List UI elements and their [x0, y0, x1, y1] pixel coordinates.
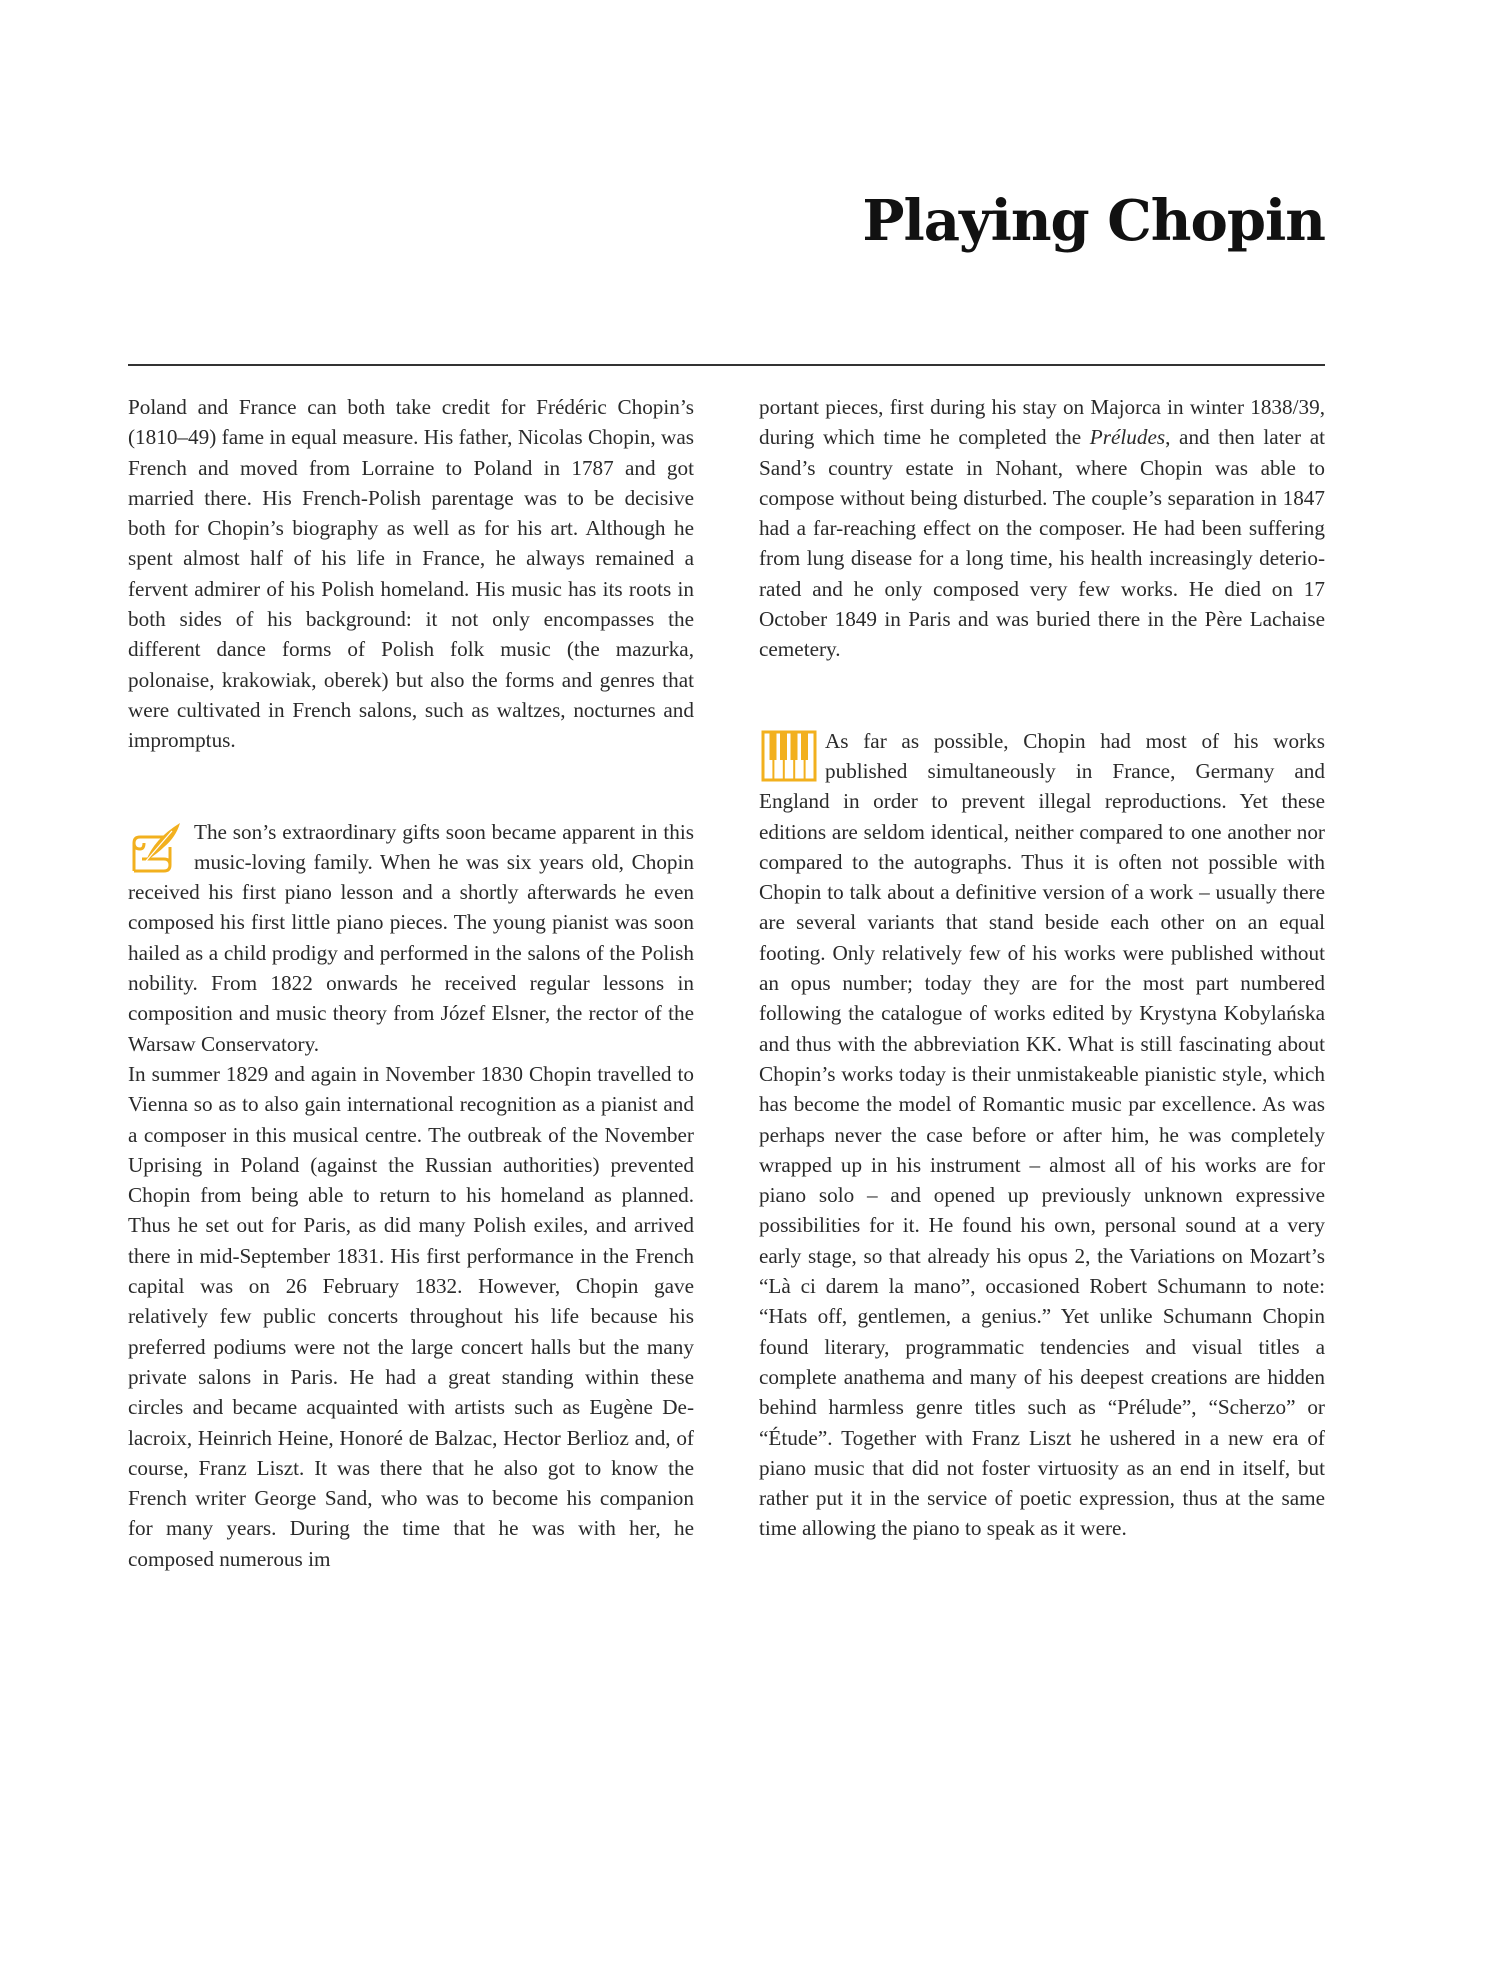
- quill-scroll-icon: [128, 817, 188, 877]
- left-column: [128, 392, 694, 1574]
- preludes-title: Préludes: [1089, 425, 1166, 450]
- paragraph-paris: In summer 1829 and again in November 1830 Chopin travelled to Vienna so as to also gain international recognition as a pianist and a composer in this musical centre. The outbreak of the November Uprising in Poland (against the Russian authorities) prevented Chopin from being able to return to his homeland as planned. Thus he set out for Paris, as did many Polish exiles, and arrived there in mid-September 1831. His first performance in the French capital was on 26 February 1832. However, Chopin gave relatively few public concerts throughout his life because his preferred podiums were not the large concert halls but the many private salons in Paris. He had a great standing within these circles and became acquainted with artists such as Eugène Delacroix, Heinrich Heine, Honoré de Balzac, Hector Berlioz and, of course, Franz Liszt. It was there that he also got to know the French writer George Sand, who was to become his companion for many years. During the time that he was with her, he composed numerous im: [128, 1061, 694, 1571]
- text-segment: portant pieces, first during his stay on Majorca in winter 1838/39, during which time he completed the: [759, 395, 1325, 450]
- paragraph-editions-style: As far as possible, Chopin had most of his works published simultaneously in France, Germany and England in order to prevent illegal reproductions. Yet these editions are seldom identical, neither compared to one another nor compared to the autographs. Thus it is often not possible with Chopin to talk about a definitive version of a work – usually there are several variants that stand beside each other on an equal footing. Only relatively few of his works were published without an opus number; today they are for the most part numbered following the catalogue of works edited by Krystyna Kobylańska and thus with the abbreviation KK. What is still fascinating about Chopin’s works today is their unmistakeable pianistic style, which has become the model of Romantic music par excellence. As was perhaps never the case before or after him, he was completely wrapped up in his instrument – almost all of his works are for piano solo – and opened up previously unknown expressive possibilities for it. He found his own, personal sound at a very early stage, so that already his opus 2, the Variations on Mozart’s “Là ci darem la mano”, occasioned Robert Schumann to note: “Hats off, gentlemen, a genius.” Yet unlike Schumann Chopin found literary, programmatic tendencies and visual titles a complete anathema and many of his deepest creations are hidden behind harmless genre titles such as “Prélude”, “Scherzo” or “Étude”. Together with Franz Liszt he ushered in a new era of piano music that did not foster virtuosity as an end in itself, but rather put it in the service of poetic expression, thus at the same time allowing the piano to speak as it were.: [759, 728, 1325, 1541]
- piano-keys-icon: [759, 726, 819, 786]
- section-spacer: [128, 756, 694, 817]
- right-column: [759, 392, 1325, 1544]
- paragraph-works-period: [759, 392, 1325, 665]
- header-divider: [128, 364, 1325, 366]
- paragraph-childhood: The son’s extraordinary gifts soon became apparent in this music-loving family. When he was six years old, Chopin received his first piano lesson and a shortly afterwards he even composed his first little piano pieces. The young pianist was soon hailed as a child prodigy and performed in the salons of the Polish nobility. From 1822 onwards he received regular lessons in composition and music theory from Józef Elsner, the rector of the Warsaw Conservatory.: [128, 819, 694, 1056]
- text-segment: , and then later at Sand’s country estate in Nohant, where Chopin was able to compose without being disturbed. The couple’s separation in 1847 had a far-reaching effect on the composer. He had been suffering from lung disease for a long time, his health increasingly deteriorated and he only composed very few works. He died on 17 October 1849 in Paris and was buried there in the Père Lachaise cemetery.: [759, 425, 1325, 662]
- section-spacer: [759, 665, 1325, 726]
- paragraph-origins: Poland and France can both take credit for Frédéric Chopin’s (1810–49) fame in equal measure. His father, Nicolas Chopin, was French and moved from Lorraine to Poland in 1787 and got married there. His French-Polish parentage was to be decisive both for Chopin’s biography as well as for his art. Although he spent almost half of his life in France, he always remained a fervent admirer of his Polish homeland. His music has its roots in both sides of his background: it not only encompasses the different dance forms of Polish folk music (the mazurka, polonaise, krakowiak, oberek) but also the forms and genres that were cultivated in French salons, such as waltzes, nocturnes and impromptus.: [128, 395, 694, 753]
- page-title: Playing Chopin: [862, 188, 1325, 254]
